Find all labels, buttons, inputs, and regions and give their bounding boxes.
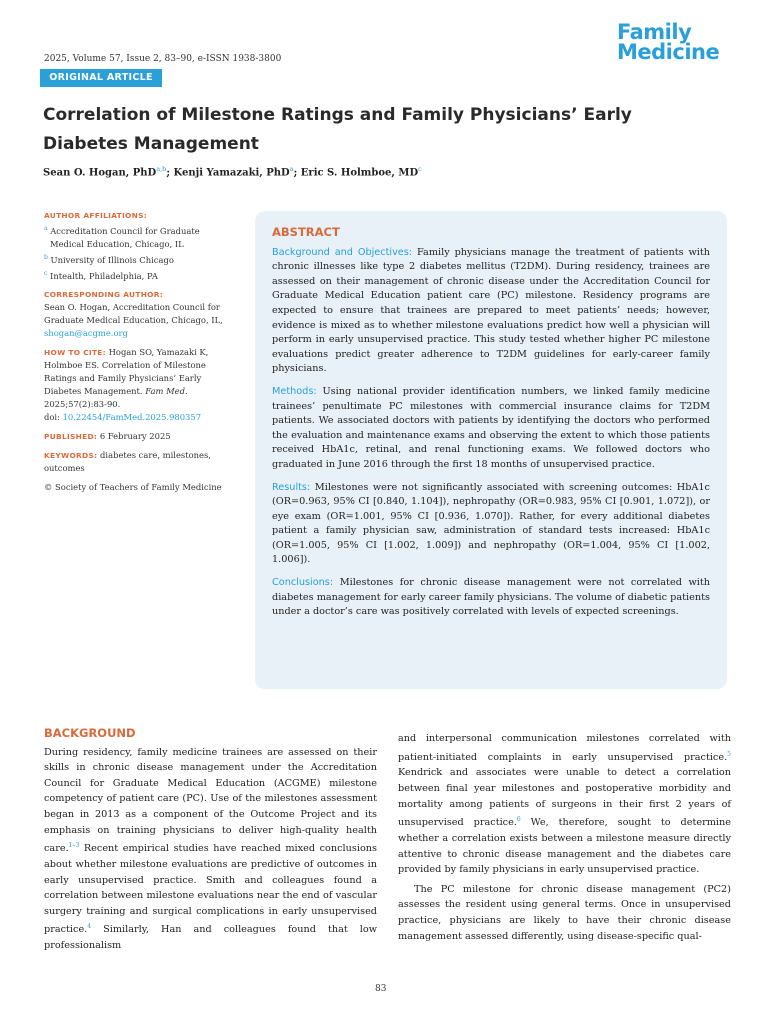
logo-line-1: Family xyxy=(617,20,692,44)
body-column-left xyxy=(44,726,377,954)
copyright-notice: © Society of Teachers of Family Medicine xyxy=(44,482,222,493)
affiliation-item: $^b$ University of Illinois Chicago xyxy=(44,253,174,265)
abstract-conclusions: Conclusions: Milestones for chronic disease management were not correlated with diabetes management for early career family physicians. The volume of diabetic patients under a doctor’s care was positively correlated with levels of expected screenings. xyxy=(272,577,710,618)
corresponding-email-link[interactable]: shogan@acgme.org xyxy=(44,328,128,339)
abstract-methods: Methods: Using national provider identification numbers, we linked family medicine trainees’ penultimate PC milestones with commercial insurance claims for T2DM patients. We associated doctors with patients by identifying the doctors who performed the evaluation and maintenance exams and observing the extent to which those patients received HbA1c, retinal, and renal functioning exams. We followed doctors who graduated in June 2016 through the first 18 months of unsupervised practice. xyxy=(272,385,710,470)
abstract-background-label: Background and Objectives: xyxy=(272,246,413,258)
abstract-box xyxy=(255,211,727,689)
background-heading: BACKGROUND xyxy=(44,726,136,740)
how-to-cite-journal: Fam Med. xyxy=(145,386,188,397)
how-to-cite-text: Hogan SO, Yamazaki K, Holmboe ES. Correlation of Milestone Ratings and Family Physicians’ Early Diabetes Management. xyxy=(44,347,209,397)
citation-ref[interactable]: 4 xyxy=(87,923,92,931)
keywords-text: diabetes care, milestones, outcomes xyxy=(44,450,211,474)
author-affiliation-mark: a,b xyxy=(156,165,167,173)
page-number: 83 xyxy=(375,984,387,994)
abstract-heading: ABSTRACT xyxy=(272,225,340,239)
affiliations-heading: AUTHOR AFFILIATIONS: xyxy=(44,211,147,220)
author-affiliation-mark: c xyxy=(418,165,422,173)
author-name: Sean O. Hogan, PhD xyxy=(43,167,157,179)
published-date: 6 February 2025 xyxy=(99,431,171,442)
body-paragraph: The PC milestone for chronic disease management (PC2) assesses the resident using general terms. Once in unsupervised practice, physicians are likely to have their chronic disease management assessed differently, using disease-specific qual- xyxy=(398,883,731,942)
citation-ref[interactable]: 5 xyxy=(727,750,731,758)
corresponding-text: Sean O. Hogan, Accreditation Council for Graduate Medical Education, Chicago, IL, xyxy=(44,302,223,326)
body-paragraph: and interpersonal communication milestones correlated with patient-initiated complaints in early unsupervised practice.$^5$ Kendrick and associates were unable to detect a correlation between final year milestones and postoperative morbidity and mortality among patients of surgeons in their first 2 years of unsupervised practice.$^6$ We, therefore, sought to determine whether a correlation exists between a milestone measure directly attentive to chronic disease management and the diabetes care provided by family physicians in early unsupervised practice. xyxy=(398,733,731,876)
published-heading: PUBLISHED: xyxy=(44,432,98,442)
abstract-results: Results: Milestones were not significantly associated with screening outcomes: HbA1c (OR=0.963, 95% CI [0.840, 1.104]), nephropathy (OR=0.983, 95% CI [0.901, 1.072]), or eye exam (OR=1.001, 95% CI [0.936, 1.070]). Rather, for every additional diabetes patient a family physician saw, administration of standard tests increased: HbA1c (OR=1.005, 95% CI [1.002, 1.009]) and nephropathy (OR=1.004, 95% CI [1.002, 1.006]). xyxy=(272,481,710,566)
keywords-heading: KEYWORDS: xyxy=(44,451,98,461)
article-type-badge: ORIGINAL ARTICLE xyxy=(40,69,162,87)
affiliation-item: $^a$ Accreditation Council for Graduate Medical Education, Chicago, IL xyxy=(44,225,200,249)
abstract-conclusions-label: Conclusions: xyxy=(272,577,334,589)
keywords-block xyxy=(44,449,234,475)
affiliation-item: $^c$ Intealth, Philadelphia, PA xyxy=(44,269,158,281)
citation-line: 2025, Volume 57, Issue 2, 83–90, e-ISSN 1938-3800 xyxy=(44,54,282,64)
abstract-methods-label: Methods: xyxy=(272,385,317,397)
citation-ref[interactable]: 1–3 xyxy=(68,842,80,850)
author-affiliation-mark: a xyxy=(289,165,294,173)
how-to-cite-heading: HOW TO CITE: xyxy=(44,348,106,358)
article-info-sidebar xyxy=(44,209,234,500)
journal-logo xyxy=(617,22,727,68)
article-title: Correlation of Milestone Ratings and Family Physicians’ Early Diabetes Management xyxy=(43,105,632,154)
abstract-results-label: Results: xyxy=(272,481,311,493)
author-name: Kenji Yamazaki, PhD xyxy=(173,167,290,179)
author-list: Sean O. Hogan, PhD$^{a,b}$; Kenji Yamazaki, PhD$^a$; Eric S. Holmboe, $MD^c$ xyxy=(43,165,422,179)
corresponding-author-block xyxy=(44,288,234,340)
affiliations-block xyxy=(44,209,234,282)
how-to-cite-block xyxy=(44,346,234,424)
corresponding-heading: CORRESPONDING AUTHOR: xyxy=(44,290,164,300)
doi-line: doi: 10.22454/FamMed.2025.980357 xyxy=(44,412,202,423)
doi-link[interactable]: 10.22454/FamMed.2025.980357 xyxy=(62,412,202,423)
body-paragraph: During residency, family medicine trainees are assessed on their skills in chronic disease management under the Accreditation Council for Graduate Medical Education (ACGME) milestone competency of patient care (PC). Use of the milestones assessment began in 2013 as a component of the Outcome Project and its emphasis on training physicians to deliver high-quality health care.$^{1-3}$ Recent empirical studies have reached mixed conclusions about whether milestone evaluations are predictive of outcomes in early unsupervised practice. Smith and colleagues found a correlation between milestone evaluations near the end of vascular surgery training and surgical complications in early unsupervised practice.$^4$ Similarly, Han and colleagues found that low professionalism xyxy=(44,746,377,952)
how-to-cite-volume: 2025;57(2):83-90. xyxy=(44,399,121,410)
logo-line-2: Medicine xyxy=(617,40,720,64)
published-block xyxy=(44,430,234,443)
abstract-background: Background and Objectives: Family physicians manage the treatment of patients with chronic illnesses like type 2 diabetes mellitus (T2DM). During residency, trainees are assessed on their management of chronic disease under the Accreditation Council for Graduate Medical Education patient care (PC) milestone. Residency programs are expected to ensure that trainees are prepared to meet patients’ needs; however, evidence is mixed as to whether milestone evaluations predict how well a physician will perform in early unsupervised practice. This study tested whether higher PC milestone evaluations predict greater adherence to T2DM guidelines for early-career family physicians. xyxy=(272,246,710,375)
author-name: Eric S. Holmboe, MD xyxy=(300,167,419,179)
citation-ref[interactable]: 6 xyxy=(516,816,521,824)
body-column-right xyxy=(398,731,731,944)
